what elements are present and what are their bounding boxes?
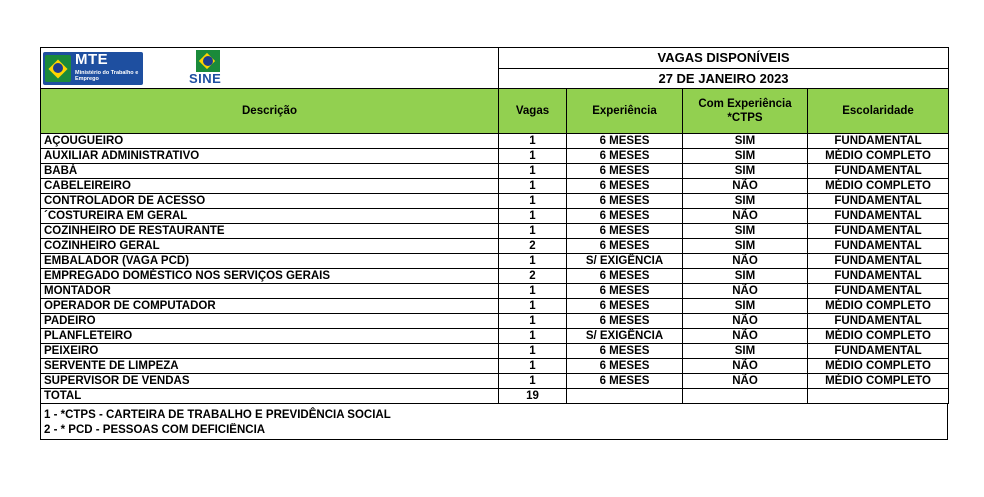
vacancy-count: 1	[499, 149, 567, 164]
ctps-required: SIM	[683, 269, 808, 284]
table-row	[41, 239, 949, 254]
total-label: TOTAL	[41, 389, 499, 404]
vacancy-count: 1	[499, 374, 567, 389]
sine-logo	[189, 50, 229, 88]
ctps-required: NÃO	[683, 329, 808, 344]
education-level: MÉDIO COMPLETO	[808, 149, 949, 164]
experience-required: 6 MESES	[567, 164, 683, 179]
experience-required: S/ EXIGÊNCIA	[567, 329, 683, 344]
job-title: PLANFLETEIRO	[41, 329, 499, 344]
ctps-required: SIM	[683, 149, 808, 164]
experience-required: 6 MESES	[567, 359, 683, 374]
brazil-flag-icon	[196, 50, 220, 72]
experience-required: 6 MESES	[567, 284, 683, 299]
job-listing-sheet	[40, 47, 948, 440]
table-row	[41, 149, 949, 164]
experience-required: 6 MESES	[567, 299, 683, 314]
education-level: FUNDAMENTAL	[808, 134, 949, 149]
ctps-required: NÃO	[683, 284, 808, 299]
vacancy-count: 1	[499, 329, 567, 344]
vacancy-count: 1	[499, 284, 567, 299]
experience-required: 6 MESES	[567, 149, 683, 164]
vacancy-count: 1	[499, 314, 567, 329]
experience-required: 6 MESES	[567, 374, 683, 389]
job-title: CONTROLADOR DE ACESSO	[41, 194, 499, 209]
table-row	[41, 269, 949, 284]
job-title: ´COSTUREIRA EM GERAL	[41, 209, 499, 224]
experience-required: 6 MESES	[567, 344, 683, 359]
page-title: VAGAS DISPONÍVEIS	[499, 48, 949, 69]
education-level: FUNDAMENTAL	[808, 194, 949, 209]
table-row	[41, 359, 949, 374]
vacancy-count: 1	[499, 179, 567, 194]
ctps-required: NÃO	[683, 209, 808, 224]
ctps-required: SIM	[683, 194, 808, 209]
education-level: FUNDAMENTAL	[808, 254, 949, 269]
education-level: MÉDIO COMPLETO	[808, 374, 949, 389]
total-row	[41, 389, 949, 404]
page-date: 27 DE JANEIRO 2023	[499, 68, 949, 89]
col-header-escolaridade: Escolaridade	[808, 89, 949, 134]
ctps-required: SIM	[683, 134, 808, 149]
education-level: MÉDIO COMPLETO	[808, 179, 949, 194]
experience-required: 6 MESES	[567, 269, 683, 284]
vacancy-count: 1	[499, 194, 567, 209]
job-title: PADEIRO	[41, 314, 499, 329]
table-row	[41, 209, 949, 224]
mte-logo	[43, 52, 143, 85]
education-level: MÉDIO COMPLETO	[808, 359, 949, 374]
brazil-flag-icon	[45, 55, 71, 82]
vacancy-count: 1	[499, 359, 567, 374]
table-row	[41, 224, 949, 239]
vacancy-count: 2	[499, 239, 567, 254]
table-row	[41, 194, 949, 209]
table-row	[41, 179, 949, 194]
col-header-vagas: Vagas	[499, 89, 567, 134]
ctps-required: SIM	[683, 164, 808, 179]
job-title: CABELEIREIRO	[41, 179, 499, 194]
experience-required: 6 MESES	[567, 239, 683, 254]
vacancy-count: 1	[499, 209, 567, 224]
vacancy-count: 1	[499, 344, 567, 359]
vacancy-count: 1	[499, 299, 567, 314]
education-level: MÉDIO COMPLETO	[808, 329, 949, 344]
ctps-required: NÃO	[683, 374, 808, 389]
vacancy-count: 1	[499, 134, 567, 149]
note-pcd: 2 - * PCD - PESSOAS COM DEFICIÊNCIA	[41, 423, 948, 440]
table-row	[41, 299, 949, 314]
table-row	[41, 314, 949, 329]
ctps-required: SIM	[683, 299, 808, 314]
col-header-com-experiencia: Com Experiência *CTPS	[683, 89, 808, 134]
experience-required: S/ EXIGÊNCIA	[567, 254, 683, 269]
vacancy-count: 1	[499, 254, 567, 269]
experience-required: 6 MESES	[567, 209, 683, 224]
job-title: OPERADOR DE COMPUTADOR	[41, 299, 499, 314]
ctps-required: NÃO	[683, 254, 808, 269]
education-level: FUNDAMENTAL	[808, 209, 949, 224]
total-vagas: 19	[499, 389, 567, 404]
vacancy-count: 1	[499, 164, 567, 179]
notes-table	[40, 404, 948, 440]
ctps-required: NÃO	[683, 359, 808, 374]
ctps-required: NÃO	[683, 179, 808, 194]
col-header-descricao: Descrição	[41, 89, 499, 134]
education-level: FUNDAMENTAL	[808, 269, 949, 284]
job-title: MONTADOR	[41, 284, 499, 299]
table-header-row	[41, 89, 949, 134]
table-row	[41, 164, 949, 179]
experience-required: 6 MESES	[567, 134, 683, 149]
education-level: FUNDAMENTAL	[808, 314, 949, 329]
education-level: FUNDAMENTAL	[808, 224, 949, 239]
job-title: SERVENTE DE LIMPEZA	[41, 359, 499, 374]
job-title: PEIXEIRO	[41, 344, 499, 359]
job-title: COZINHEIRO DE RESTAURANTE	[41, 224, 499, 239]
col-header-experiencia: Experiência	[567, 89, 683, 134]
vacancy-count: 1	[499, 224, 567, 239]
ctps-required: SIM	[683, 344, 808, 359]
sine-logo-text: SINE	[189, 71, 222, 86]
education-level: FUNDAMENTAL	[808, 164, 949, 179]
table-row	[41, 374, 949, 389]
job-title: EMBALADOR (VAGA PCD)	[41, 254, 499, 269]
job-title: EMPREGADO DOMÉSTICO NOS SERVIÇOS GERAIS	[41, 269, 499, 284]
table-row	[41, 284, 949, 299]
education-level: MÉDIO COMPLETO	[808, 299, 949, 314]
experience-required: 6 MESES	[567, 194, 683, 209]
experience-required: 6 MESES	[567, 224, 683, 239]
table-row	[41, 134, 949, 149]
education-level: FUNDAMENTAL	[808, 239, 949, 254]
note-ctps: 1 - *CTPS - CARTEIRA DE TRABALHO E PREVIDÊNCIA SOCIAL	[41, 404, 948, 423]
logos-cell	[41, 48, 499, 89]
job-title: AUXILIAR ADMINISTRATIVO	[41, 149, 499, 164]
mte-logo-subtitle: Ministério do Trabalho e Emprego	[75, 70, 139, 82]
vacancy-count: 2	[499, 269, 567, 284]
job-title: BABÁ	[41, 164, 499, 179]
job-title: COZINHEIRO GERAL	[41, 239, 499, 254]
table-row	[41, 254, 949, 269]
job-title: SUPERVISOR DE VENDAS	[41, 374, 499, 389]
education-level: FUNDAMENTAL	[808, 284, 949, 299]
ctps-required: NÃO	[683, 314, 808, 329]
mte-logo-text: MTE	[75, 51, 109, 68]
table-row	[41, 329, 949, 344]
experience-required: 6 MESES	[567, 314, 683, 329]
vacancies-table	[40, 47, 949, 404]
job-title: AÇOUGUEIRO	[41, 134, 499, 149]
ctps-required: SIM	[683, 239, 808, 254]
table-row	[41, 344, 949, 359]
ctps-required: SIM	[683, 224, 808, 239]
education-level: FUNDAMENTAL	[808, 344, 949, 359]
experience-required: 6 MESES	[567, 179, 683, 194]
